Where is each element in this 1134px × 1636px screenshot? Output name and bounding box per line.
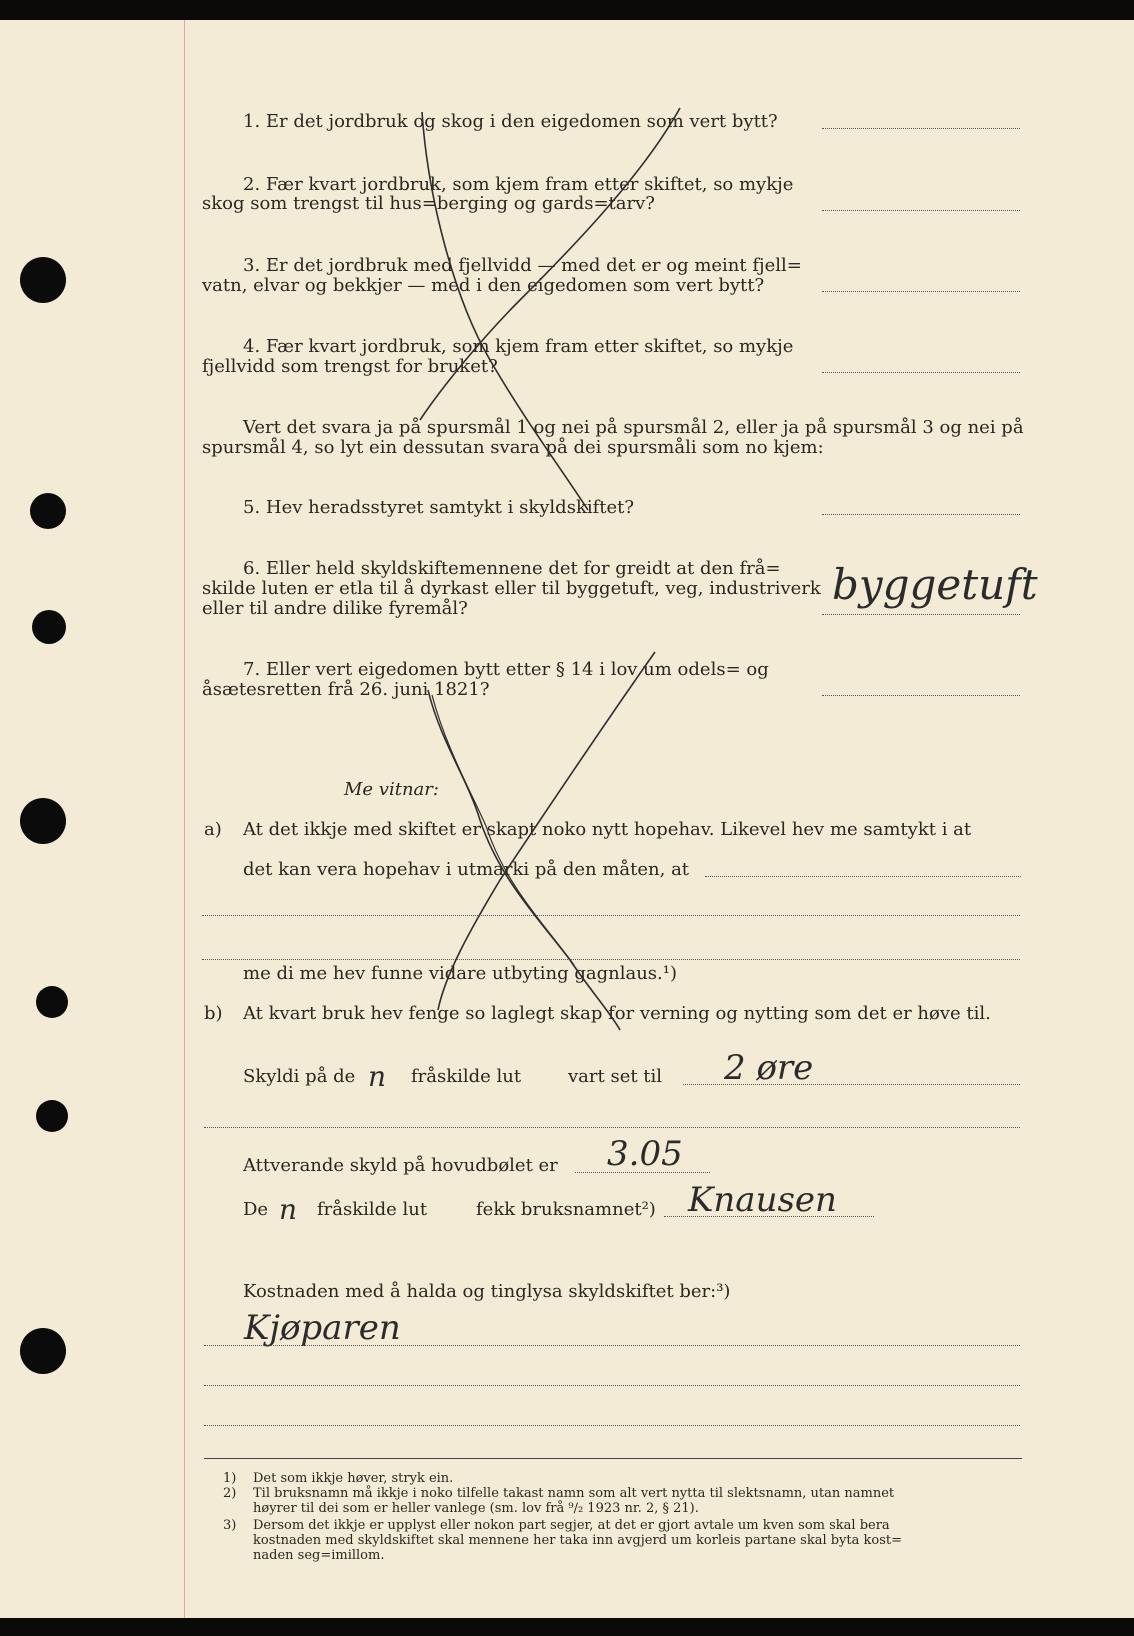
question-1: 1. Er det jordbruk og skog i den eigedomen som vert bytt? [243, 111, 778, 132]
attverande-label: Attverande skyld på hovudbølet er [243, 1155, 558, 1176]
footnote-3-line-2: kostnaden med skyldskiftet skal mennene her taka inn avgjerd um korleis partane skal byta kost= [253, 1533, 902, 1548]
question-3-line-2: vatn, elvar og bekkjer — med i den eigedomen som vert bytt? [202, 275, 765, 296]
bruksnamn-mid: fråskilde lut [317, 1199, 428, 1220]
intro-line-2: spursmål 4, so lyt ein dessutan svara på dei spursmåli som no kjem: [202, 437, 824, 458]
footnote-2-line-1: Til bruksnamn må ikkje i noko tilfelle takast namn som alt vert nytta til slektsnamn, utan namnet [253, 1486, 895, 1501]
attverande-value-handwritten: 3.05 [607, 1134, 683, 1174]
witness-a-line-1: At det ikkje med skiftet er skapt noko nytt hopehav. Likevel hev me samtykt i at [243, 819, 972, 840]
question-2-line-1: 2. Fær kvart jordbruk, som kjem fram etter skiftet, so mykje [243, 174, 794, 195]
question-6-line-1: 6. Eller held skyldskiftemennene det for greidt at den frå= [243, 558, 781, 579]
kostnad-value-handwritten: Kjøparen [244, 1308, 401, 1348]
bruksnamn-mark: n [279, 1193, 298, 1226]
strike-stroke [438, 652, 655, 1010]
skyldi-mark: n [368, 1060, 387, 1093]
kostnad-label: Kostnaden med å halda og tinglysa skyldskiftet ber:³) [243, 1281, 731, 1302]
question-5: 5. Hev heradsstyret samtykt i skyldskiftet? [243, 497, 635, 518]
question-7-line-2: åsætesretten frå 26. juni 1821? [202, 679, 490, 700]
footnote-1-marker: 1) [223, 1471, 237, 1486]
question-2-line-2: skog som trengst til hus=berging og gards=tarv? [202, 193, 655, 214]
witness-heading: Me vitnar: [344, 779, 439, 800]
question-4-line-2: fjellvidd som trengst for bruket? [202, 356, 498, 377]
bruksnamn-prefix: De [243, 1199, 269, 1220]
footnote-3-line-1: Dersom det ikkje er upplyst eller nokon part segjer, at det er gjort avtale um kven som skal bera [253, 1518, 890, 1533]
footnote-2-line-2: høyrer til dei som er heller vanlege (sm. lov frå ⁹/₂ 1923 nr. 2, § 21). [253, 1501, 699, 1516]
skyldi-prefix: Skyldi på de [243, 1066, 356, 1087]
question-6-line-3: eller til andre dilike fyremål? [202, 598, 468, 619]
skyldi-value-handwritten: 2 øre [724, 1048, 814, 1088]
strike-stroke [422, 112, 588, 510]
footnote-3-marker: 3) [223, 1518, 237, 1533]
witness-a-line-3: me di me hev funne vidare utbyting gagnlaus.¹) [243, 963, 677, 984]
skyldi-mid: fråskilde lut [411, 1066, 522, 1087]
strike-stroke [428, 690, 620, 1030]
question-6-line-2: skilde luten er etla til å dyrkast eller til byggetuft, veg, industriverk [202, 578, 821, 599]
footnote-2-marker: 2) [223, 1486, 237, 1501]
witness-a-label: a) [204, 819, 222, 840]
answer-6-handwritten: byggetuft [832, 560, 1038, 609]
strike-stroke [432, 695, 574, 965]
skyldi-suffix: vart set til [568, 1066, 663, 1087]
strike-stroke [420, 108, 680, 420]
bruksnamn-suffix: fekk bruksnamnet²) [476, 1199, 656, 1220]
witness-b-line-1: At kvart bruk hev fenge so laglegt skap for verning og nytting som det er høve til. [243, 1003, 991, 1024]
witness-b-label: b) [204, 1003, 223, 1024]
witness-a-line-2: det kan vera hopehav i utmarki på den måten, at [243, 859, 690, 880]
question-3-line-1: 3. Er det jordbruk med fjellvidd — med det er og meint fjell= [243, 255, 802, 276]
intro-line-1: Vert det svara ja på spursmål 1 og nei på spursmål 2, eller ja på spursmål 3 og nei på [243, 417, 1024, 438]
footnote-3-line-3: naden seg=imillom. [253, 1548, 385, 1563]
question-7-line-1: 7. Eller vert eigedomen bytt etter § 14 i lov um odels= og [243, 659, 769, 680]
bruksnamn-value-handwritten: Knausen [688, 1180, 837, 1220]
footnote-1: Det som ikkje høver, stryk ein. [253, 1471, 454, 1486]
question-4-line-1: 4. Fær kvart jordbruk, som kjem fram etter skiftet, so mykje [243, 336, 794, 357]
